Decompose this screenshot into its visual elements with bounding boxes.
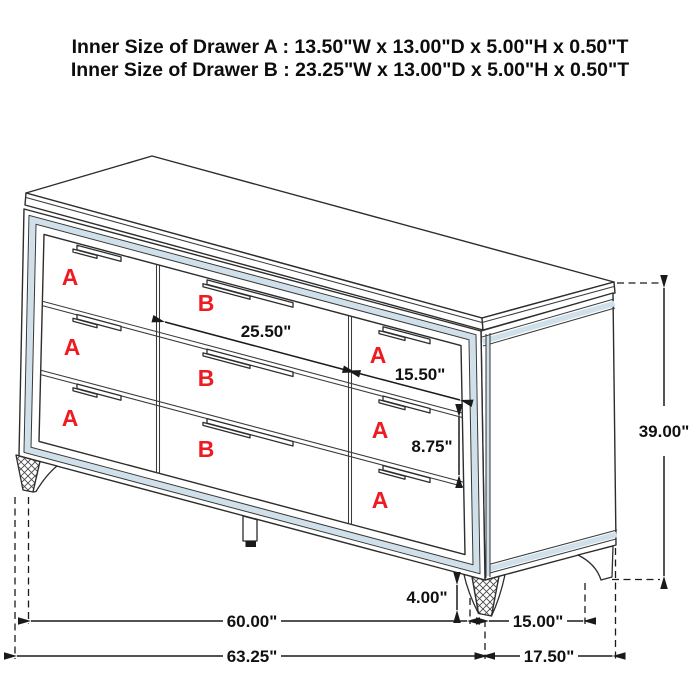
dim-label-leg-span-width: 60.00" — [226, 612, 278, 631]
center-leg — [243, 516, 257, 541]
dim-label-drawer-a-width: 15.50" — [394, 365, 446, 384]
dim-leg-span-width — [31, 612, 467, 631]
drawer-label-left-1: A — [61, 264, 79, 290]
drawer-label-right-1: A — [369, 342, 387, 368]
dim-label-drawer-height: 8.75" — [411, 437, 453, 456]
dim-leg-height — [406, 585, 457, 610]
dim-overall-depth — [488, 647, 613, 666]
dim-leg-span-depth — [489, 612, 583, 631]
drawer-label-left-2: A — [63, 334, 81, 360]
dim-label-overall-depth: 17.50" — [523, 647, 575, 666]
drawer-label-middle-3: B — [197, 436, 215, 462]
drawer-label-middle-1: B — [197, 290, 215, 316]
dim-label-overall-height: 39.00" — [638, 422, 690, 441]
dim-label-leg-span-depth: 15.00" — [512, 612, 564, 631]
center-leg-foot — [246, 541, 257, 547]
dim-label-overall-width: 63.25" — [226, 647, 278, 666]
dim-overall-height — [639, 288, 690, 576]
spec-line-drawer-a: Inner Size of Drawer A : 13.50"W x 13.00"D x 5.00"H x 0.50"T — [71, 36, 629, 58]
dim-overall-width — [17, 647, 482, 666]
drawer-label-middle-2: B — [197, 365, 215, 391]
dim-label-drawer-b-width: 25.50" — [240, 322, 292, 341]
drawer-label-left-3: A — [61, 405, 79, 431]
drawer-label-right-2: A — [371, 417, 389, 443]
spec-line-drawer-b: Inner Size of Drawer B : 23.25"W x 13.00"D x 5.00"H x 0.50"T — [70, 59, 630, 81]
drawer-label-right-3: A — [371, 487, 389, 513]
side-panel — [481, 293, 617, 580]
dim-label-leg-height: 4.00" — [406, 588, 448, 607]
header — [71, 36, 629, 81]
